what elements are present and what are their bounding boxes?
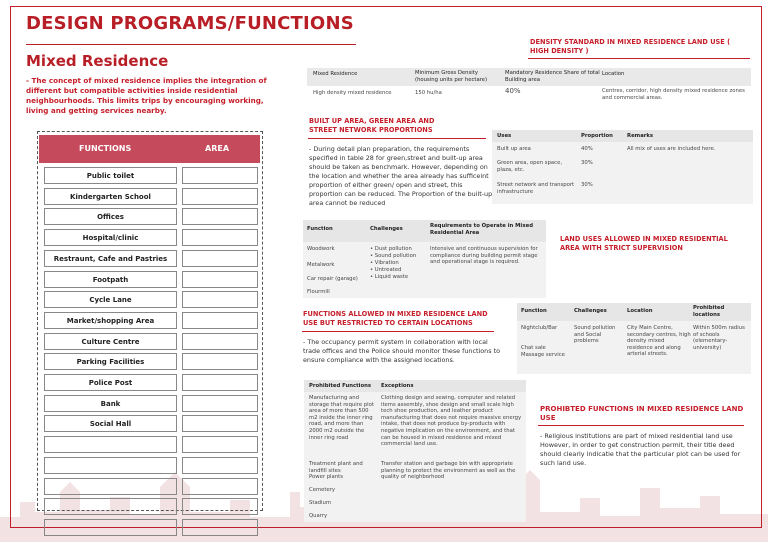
- function-row: Offices: [44, 208, 177, 225]
- builtup-heading: BUILT UP AREA, GREEN AREA AND STREET NETWORK PROPORTIONS: [309, 117, 435, 134]
- density-col-share: Mandatory Residence Share of total Building area: [505, 70, 600, 83]
- function-row: [44, 457, 177, 474]
- prohibited-heading-rule: [538, 425, 744, 426]
- prohibited-row5-function: Quarry: [309, 513, 328, 519]
- builtup-col-remarks: Remarks: [627, 133, 654, 139]
- supervision-challenge-5: • Liquid waste: [370, 274, 409, 280]
- builtup-row3-prop: 30%: [581, 182, 593, 188]
- restricted-heading-rule: [302, 331, 494, 332]
- density-col-mixed: Mixed Residence: [313, 71, 358, 77]
- intro-text: - The concept of mixed residence implies the integration of different but compatible activities inside residential neighbourhoods. This limits trips by encouraging working, living and getting services nearby.: [26, 76, 267, 115]
- prohibited-heading: PROHIBTED FUNCTIONS IN MIXED RESIDENCE LAND USE: [540, 405, 744, 422]
- section-title: Mixed Residence: [26, 52, 169, 70]
- prohibited-row1-function: Manufacturing and storage that require plot area of more than 500 m2 inside the inner ring road, and more than 2000 m2 outside the inner ring road: [309, 395, 374, 441]
- supervision-col-function: Function: [307, 226, 333, 232]
- area-cell: [182, 436, 258, 453]
- area-cell: [182, 312, 258, 329]
- builtup-row3-use: Street network and transport infrastructure: [497, 182, 575, 195]
- supervision-function-metalwork: Metalwork: [307, 262, 335, 268]
- supervision-challenge-2: • Sound pollution: [370, 253, 417, 259]
- function-row: [44, 519, 177, 536]
- prohibited-text: - Religious institutions are part of mixed residential land use However, in order to get construction permit, their title deed should clearly indicatie that the particular plot can be used for such land use.: [540, 432, 741, 467]
- prohibited-row2-function: Treatment plant and landfill sites Power plants: [309, 461, 363, 481]
- builtup-table-header: [492, 130, 753, 142]
- area-cell: [182, 250, 258, 267]
- density-heading-rule: [528, 58, 750, 59]
- function-row: [44, 478, 177, 495]
- restricted-prohibited: Within 500m radius of schools (elementary- university): [693, 325, 745, 351]
- area-cell: [182, 291, 258, 308]
- builtup-row2-use: Green area, open space, plaza, etc.: [497, 160, 563, 173]
- density-col-location: Location: [602, 71, 625, 77]
- area-cell: [182, 498, 258, 515]
- restricted-text: - The occupancy permit system in collaboration with local trade offices and the Police should monitor these functions to ensure compliance with the assigned locations.: [303, 338, 501, 364]
- area-cell: [182, 395, 258, 412]
- restricted-col-challenges: Challenges: [574, 308, 607, 314]
- area-cell: [182, 208, 258, 225]
- builtup-col-uses: Uses: [497, 133, 512, 139]
- area-column-header: AREA: [205, 144, 230, 153]
- function-row: [44, 498, 177, 515]
- density-cell-location: Centres, corridor, high density mixed residence zones and commercial areas.: [602, 88, 745, 101]
- area-cell: [182, 415, 258, 432]
- functions-table-header: [39, 135, 260, 163]
- function-row: Culture Centre: [44, 333, 177, 350]
- area-cell: [182, 167, 258, 184]
- supervision-challenge-1: • Dust pollution: [370, 246, 412, 252]
- prohibited-row3-function: Cemetery: [309, 487, 336, 493]
- area-cell: [182, 229, 258, 246]
- supervision-col-requirements: Requirements to Operate in Mixed Residential Area: [430, 223, 534, 236]
- function-row: Parking Facilities: [44, 353, 177, 370]
- restricted-col-prohibited: Prohibited locations: [693, 305, 725, 318]
- area-cell: [182, 457, 258, 474]
- density-cell-share: 40%: [505, 87, 521, 95]
- density-cell-type: High density mixed residence: [313, 90, 392, 96]
- restricted-location: City Main Centre, secondary centres, high density mixed residence and along arterial streets.: [627, 325, 691, 358]
- function-row: Public toilet: [44, 167, 177, 184]
- page-title: DESIGN PROGRAMS/FUNCTIONS: [26, 13, 354, 34]
- builtup-row1-prop: 40%: [581, 146, 593, 152]
- restricted-col-location: Location: [627, 308, 653, 314]
- area-cell: [182, 188, 258, 205]
- functions-column-header: FUNCTIONS: [79, 144, 132, 153]
- area-cell: [182, 519, 258, 536]
- density-heading: DENSITY STANDARD IN MIXED RESIDENCE LAND USE ( HIGH DENSITY ): [530, 38, 731, 55]
- function-row: Cycle Lane: [44, 291, 177, 308]
- prohibited-row4-function: Stadium: [309, 500, 332, 506]
- area-cell: [182, 333, 258, 350]
- function-row: Hospital/clinic: [44, 229, 177, 246]
- function-row: Footpath: [44, 271, 177, 288]
- density-col-min: Minimum Gross Density (housing units per hectare): [415, 70, 488, 83]
- prohibited-row1-exception: Clothing design and sewing, computer and related items assembly, shoe design and small scale high tech shoe production, and leather product manufacturing that does not require massive energy intake, that does not produce by-products with negative implication on the environment, and that can be housed in mixed residence and mixed commercial land use.: [381, 395, 522, 448]
- area-cell: [182, 374, 258, 391]
- restricted-function-chat: Chat sale: [521, 345, 546, 351]
- area-cell: [182, 353, 258, 370]
- builtup-text: - During detail plan preparation, the requirements specified in table 28 for green,street and built-up area should be taken as benchmark. However, depending on the location and whether the area already has sufficeint proportion of either green/ open and street, this proportion can be reduced. The Proportion of the built-up area cannot be reduced: [309, 145, 493, 207]
- restricted-function-nightclub: Nightclub/Bar: [521, 325, 558, 331]
- restricted-heading: FUNCTIONS ALLOWED IN MIXED RESIDENCE LAND USE BUT RESTRICTED TO CERTAIN LOCATIONS: [303, 310, 488, 327]
- restricted-col-function: Function: [521, 308, 547, 314]
- function-row: Restraunt, Cafe and Pastries: [44, 250, 177, 267]
- area-cell: [182, 271, 258, 288]
- function-row: Kindergarten School: [44, 188, 177, 205]
- supervision-requirement: Intensive and continuous supervision for compliance during building permit stage and operational stage is required.: [430, 246, 538, 266]
- prohibited-col-exceptions: Exceptions: [381, 383, 414, 389]
- area-cell: [182, 478, 258, 495]
- supervision-function-flourmill: Flourmill: [307, 289, 330, 295]
- prohibited-row2-exception: Transfer station and garbage bin with appropriate planning to protect the environment as well as the quality of neighborhood: [381, 461, 516, 481]
- restricted-challenges: Sound pollution and Social problems: [574, 325, 616, 345]
- supervision-challenge-3: • Vibration: [370, 260, 399, 266]
- function-row: Bank: [44, 395, 177, 412]
- density-cell-density: 150 hu/ha: [415, 90, 442, 96]
- builtup-heading-rule: [308, 138, 486, 139]
- prohibited-col-functions: Prohibited Functions: [309, 383, 372, 389]
- supervision-function-woodwork: Woodwork: [307, 246, 335, 252]
- builtup-col-proportion: Proportion: [581, 133, 613, 139]
- function-row: Police Post: [44, 374, 177, 391]
- builtup-row1-remark: All mix of uses are included here.: [627, 146, 716, 152]
- builtup-row1-use: Built up area: [497, 146, 531, 152]
- restricted-function-massage: Massage service: [521, 352, 565, 358]
- function-row: [44, 436, 177, 453]
- supervision-function-car-repair: Car repair (garage): [307, 276, 358, 282]
- function-row: Social Hall: [44, 415, 177, 432]
- supervision-col-challenges: Challenges: [370, 226, 403, 232]
- builtup-row2-prop: 30%: [581, 160, 593, 166]
- title-underline: [26, 44, 356, 45]
- supervision-heading: LAND USES ALLOWED IN MIXED RESIDENTIAL AREA WITH STRICT SUPERVISION: [560, 235, 728, 252]
- function-row: Market/shopping Area: [44, 312, 177, 329]
- supervision-challenge-4: • Untreated: [370, 267, 402, 273]
